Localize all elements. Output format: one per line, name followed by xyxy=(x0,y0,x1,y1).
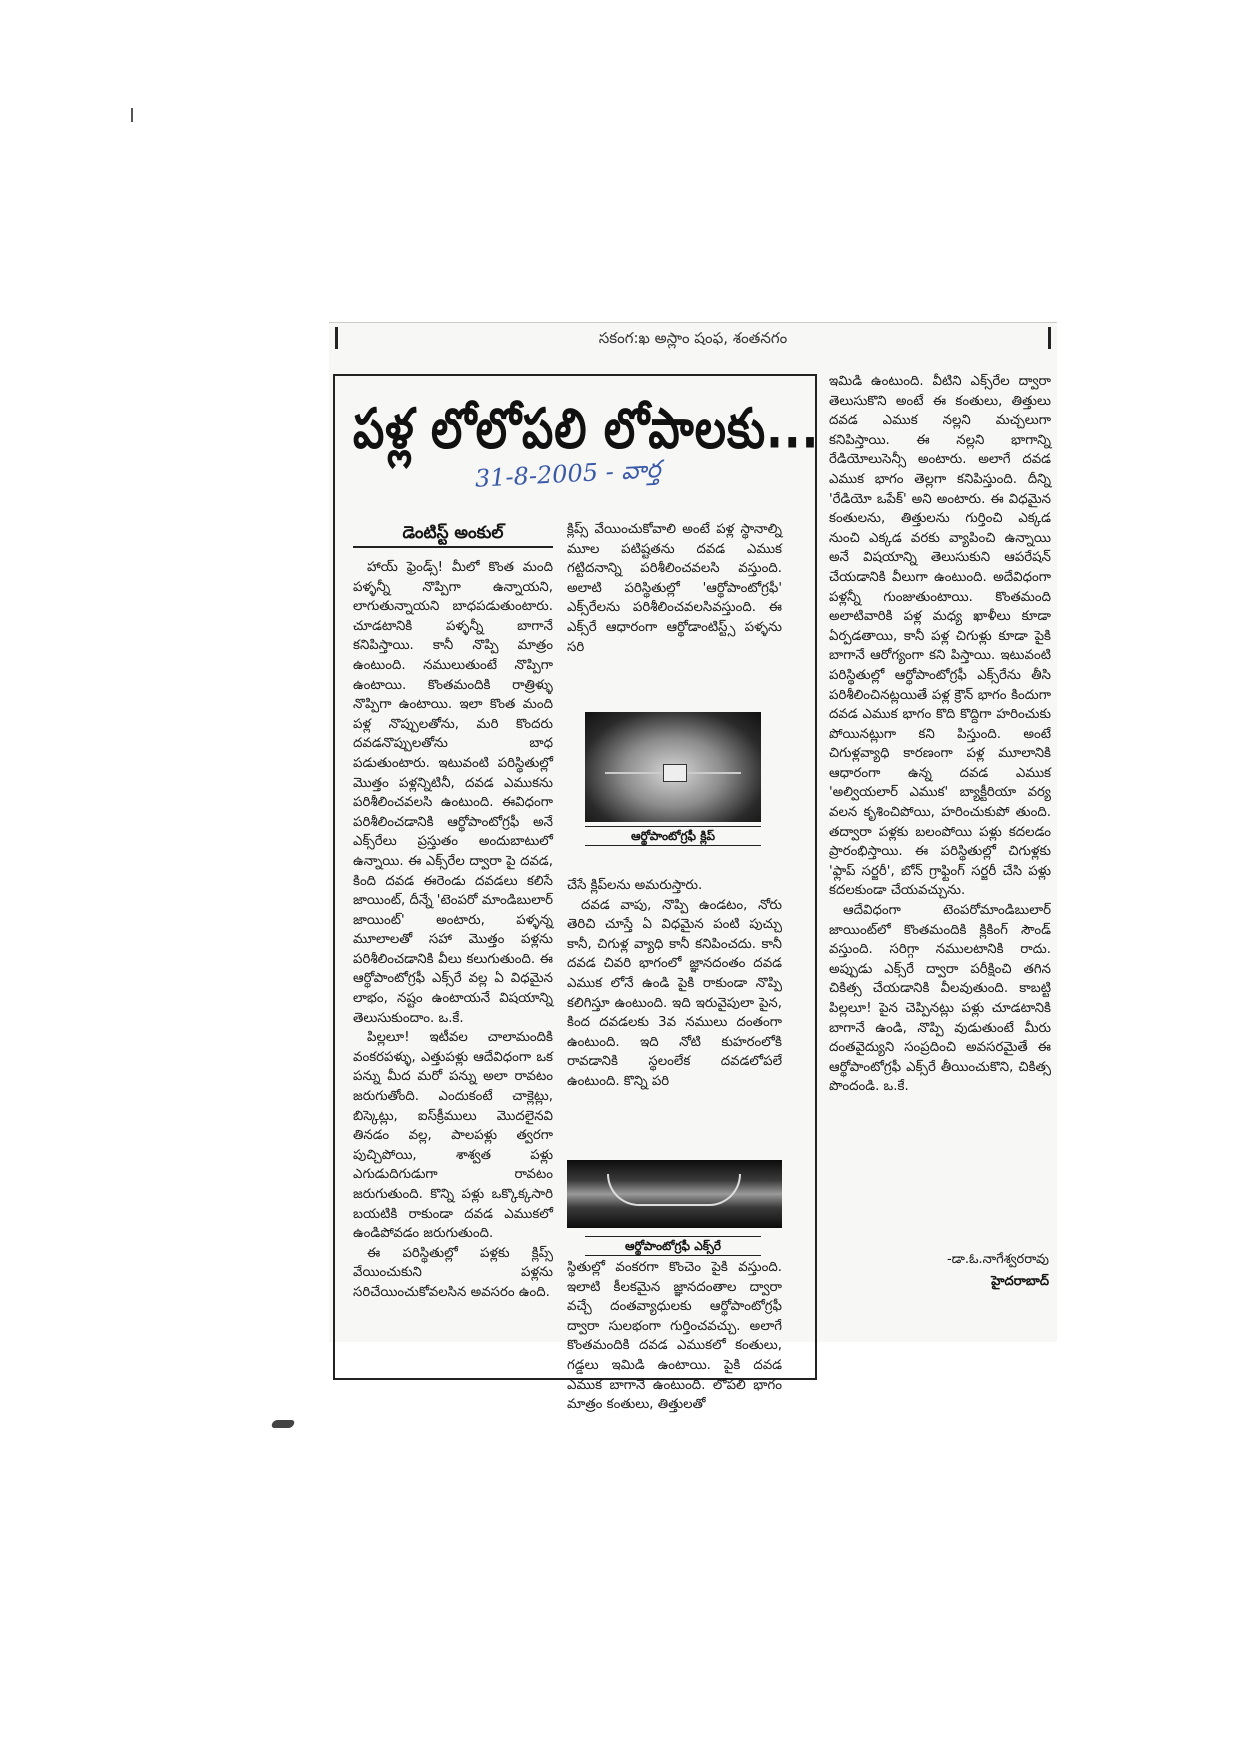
photo-caption-2: ఆర్థోపాంటోగ్రఫీ ఎక్స్‌రే xyxy=(585,1236,761,1256)
paragraph: ఇమిడి ఉంటుంది. వీటిని ఎక్స్‌రేల ద్వారా తెలుసుకొని అంటే ఈ కంతులు, తిత్తులు దవడ ఎముక నల్లని మచ్చలుగా కనిపిస్తాయి. ఈ నల్లని భాగాన్ని రేడియోలుసెన్సీ అంటారు. అలాగే దవడ ఎముక భాగం తెల్లగా కనిపిస్తుంది. దీన్ని 'రేడియో ఒపేక్' అని అంటారు. ఈ విధమైన కంతులను, తిత్తులను గుర్తించి ఎక్కడ నుంచి ఎక్కడ వరకు వ్యాపించి ఉన్నాయి అనే విషయాన్ని తెలుసుకుని ఆపరేషన్ చేయడానికి వీలుగా ఉంటుంది. అదేవిధంగా పళ్లన్నీ గుంజుతుంటాయి. కొంతమంది అలాటివారికి పళ్ల మధ్య ఖాళీలు కూడా ఏర్పడతాయి, కానీ పళ్ల చిగుళ్లు కూడా పైకి బాగానే ఆరోగ్యంగా కని పిస్తాయి. ఇటువంటి పరిస్థితుల్లో ఆర్థోపాంటోగ్రఫీ ఎక్స్‌రేను తీసి పరిశీలించినట్లయితే పళ్ల క్రౌన్ భాగం కిందుగా దవడ ఎముక భాగం కొది కొద్దిగా హరించుకు పోయినట్లుగా కని పిస్తుంది. అంటే చిగుళ్లవ్యాధి కారణంగా పళ్ల మూలానికి ఆధారంగా ఉన్న దవడ ఎముక 'అల్వియలార్ ఎముక' బ్యాక్టీరియా వర్య వలన కృశించిపోయి, హరించుకుపో తుంది. తద్వారా పళ్లకు బలంపోయి పళ్లు కదలడం ప్రారంభిస్తాయి. ఈ పరిస్థితుల్లో చిగుళ్లకు 'ఫ్లాప్ సర్జరీ', బోన్ గ్రాఫ్టింగ్ సర్జరీ చేసి పళ్లు కదలకుండా చేయవచ్చును. xyxy=(829,374,1051,899)
newspaper-clipping xyxy=(329,322,1057,1413)
source-line xyxy=(329,322,1057,353)
column-1 xyxy=(353,558,553,1420)
scan-margin-mark xyxy=(131,108,133,122)
headline: పళ్ల లోలోపలి లోపాలకు... xyxy=(353,397,820,461)
column-2-bottom xyxy=(567,1258,782,1413)
paragraph: దవడ వాపు, నొప్పి ఉండటం, నోరు తెరిచి చూస్తే ఏ విధమైన పంటి పుచ్చు కానీ, చిగుళ్ల వ్యాధి కానీ కనిపించదు. కానీ దవడ చివరి భాగంలో జ్ఞానదంతం దవడ ఎముక లోనే ఉండి పైకి రాకుండా నొప్పి కలిగిస్తూ ఉంటుంది. ఇది ఇరువైపులా పైన, కింద దవడలకు 3వ నములు దంతంగా ఉంటుంది. ఇది నోటి కుహరంలోకి రావడానికి స్థలంలేక దవడలోపలే ఉంటుంది. కొన్ని పరి xyxy=(567,897,782,1089)
article-box xyxy=(333,374,820,1413)
photo-caption-1: ఆర్థోపాంటోగ్రఫీ క్లిప్ xyxy=(585,826,761,846)
column-2-middle xyxy=(567,876,782,1156)
paragraph: చేసే క్లిప్‌లను అమరుస్తారు. xyxy=(567,878,703,893)
paragraph: హాయ్ ఫ్రెండ్స్! మీలో కొంత మంది పళ్ళన్నీ నొప్పిగా ఉన్నాయని, లాగుతున్నాయని బాధపడుతుంటారు. చూడటానికి పళ్ళన్నీ బాగానే కనిపిస్తాయి. కానీ నొప్పి మాత్రం ఉంటుంది. నములుతుంటే నొప్పిగా ఉంటాయి. కొంతమందికి రాత్రిళ్ళు నొప్పిగా ఉంటాయి. ఇలా కొంత మంది పళ్ల నొప్పులతోను, మరి కొందరు దవడనొప్పులతోను బాధ పడుతుంటారు. ఇటువంటి పరిస్థితుల్లో మొత్తం పళ్లన్నిటినీ, దవడ ఎముకను పరిశీలించవలసి ఉంటుంది. ఈవిధంగా పరిశీలించడానికి ఆర్థోపాంటోగ్రఫీ అనే ఎక్స్‌రేలు ప్రస్తుతం అందుబాటులో ఉన్నాయి. ఈ ఎక్స్‌రేల ద్వారా పై దవడ, కింది దవడ ఈరెండు దవడలు కలిసే జాయింట్, దీన్నే 'టెంపరో మాండిబులార్ జాయింట్' అంటారు, పళ్ళన్న మూలాలతో సహా మొత్తం పళ్లను పరిశీలించడానికి వీలు కలుగుతుంది. ఈ ఆర్థోపాంటోగ్రఫీ ఎక్స్‌రే వల్ల ఏ విధమైన లాభం, నష్టం ఉంటాయనే విషయాన్ని తెలుసుకుందాం. ఒ.కే. xyxy=(353,560,553,1026)
braces-bracket xyxy=(663,764,687,782)
xray-jaw-arch xyxy=(607,1174,741,1206)
column-3 xyxy=(829,372,1051,1342)
handwritten-date: 31-8-2005 - వార్త xyxy=(474,455,662,493)
paragraph: స్థితుల్లో వంకరగా కొంచెం పైకి వస్తుంది. ఇలాటి కీలకమైన జ్ఞానదంతాల ద్వారా వచ్చే దంతవ్యాధులకు ఆర్థోపాంటోగ్రఫీ ద్వారా సులభంగా గుర్తించవచ్చు. అలాగే కొంతమందికి దవడ ఎముకలో కంతులు, గడ్డలు ఇమిడి ఉంటాయి. పైకి దవడ ఎముక బాగానే ఉంటుంది. లోపలి భాగం మాత్రం కంతులు, తిత్తులతో xyxy=(567,1260,782,1413)
paragraph: క్లిప్స్ వేయించుకోవాలి అంటే పళ్ల స్థానాల్ని మూల పటిష్టతను దవడ ఎముక గట్టిదనాన్ని పరిశీలించవలసి వస్తుంది. అలాటి పరిస్థితుల్లో 'ఆర్థోపాంటోగ్రఫీ' ఎక్స్‌రేలను పరిశీలించవలసివస్తుంది. ఈ ఎక్స్‌రే ఆధారంగా ఆర్థోడాంటిస్ట్స్ పళ్ళను సరి xyxy=(567,522,782,655)
scan-smudge xyxy=(271,1420,296,1428)
right-rule xyxy=(1048,327,1051,349)
byline: డెంటిస్ట్ అంకుల్ xyxy=(353,520,553,548)
left-rule xyxy=(335,327,338,349)
source-text: సకంగ:ఖ అస్లాం షంఫ, శంతనగం xyxy=(598,329,788,347)
paragraph: పిల్లలూ! ఇటీవల చాలామందికి వంకరపళ్ళు, ఎత్తుపళ్లు ఆదేవిధంగా ఒక పన్ను మీద మరో పన్ను అలా రావటం జరుగుతోంది. ఎందుకంటే చాక్లెట్లు, బిస్కెట్లు, ఐస్‌క్రీములు మొదలైనవి తినడం వల్ల, పాలపళ్లు త్వరగా పుచ్చిపోయి, శాశ్వత పళ్లు ఎగుడుదిగుడుగా రావటం జరుగుతుంది. కొన్ని పళ్లు ఒక్కొక్కసారి బయటికి రాకుండా దవడ ఎముకలో ఉండిపోవడం జరుగుతుంది. xyxy=(353,1030,553,1242)
paragraph: ఆదేవిధంగా టెంపరోమాండిబులార్ జాయింట్‌లో కొంతమందికి క్లికింగ్ సౌండ్ వస్తుంది. సరిగ్గా నములటానికి రాదు. అప్పుడు ఎక్స్‌రే ద్వారా పరీక్షించి తగిన చికిత్స చేయడానికి వీలవుతుంది. కాబట్టి పిల్లలూ! పైన చెప్పినట్లు పళ్లు చూడటానికి బాగానే ఉండి, నొప్పి వుడుతుంటే మీరు దంతవైద్యుని సంప్రదించి అవసరమైతే ఈ ఆర్థోపాంటోగ్రఫీ ఎక్స్‌రే తీయించుకొని, చికిత్స పొందండి. ఒ.కే. xyxy=(829,903,1051,1095)
column-2-top xyxy=(567,520,782,705)
braces-photo xyxy=(585,712,761,822)
author-city: హైదరాబాద్ xyxy=(991,1274,1049,1289)
paragraph: ఈ పరిస్థితుల్లో పళ్లకు క్లిప్స్ వేయించుకుని పళ్లను సరిచేయించుకోవలసిన అవసరం ఉంది. xyxy=(353,1245,553,1300)
xray-photo xyxy=(567,1160,782,1228)
author-signature: -డా.ఓ.నాగేశ్వరరావు xyxy=(946,1252,1049,1267)
